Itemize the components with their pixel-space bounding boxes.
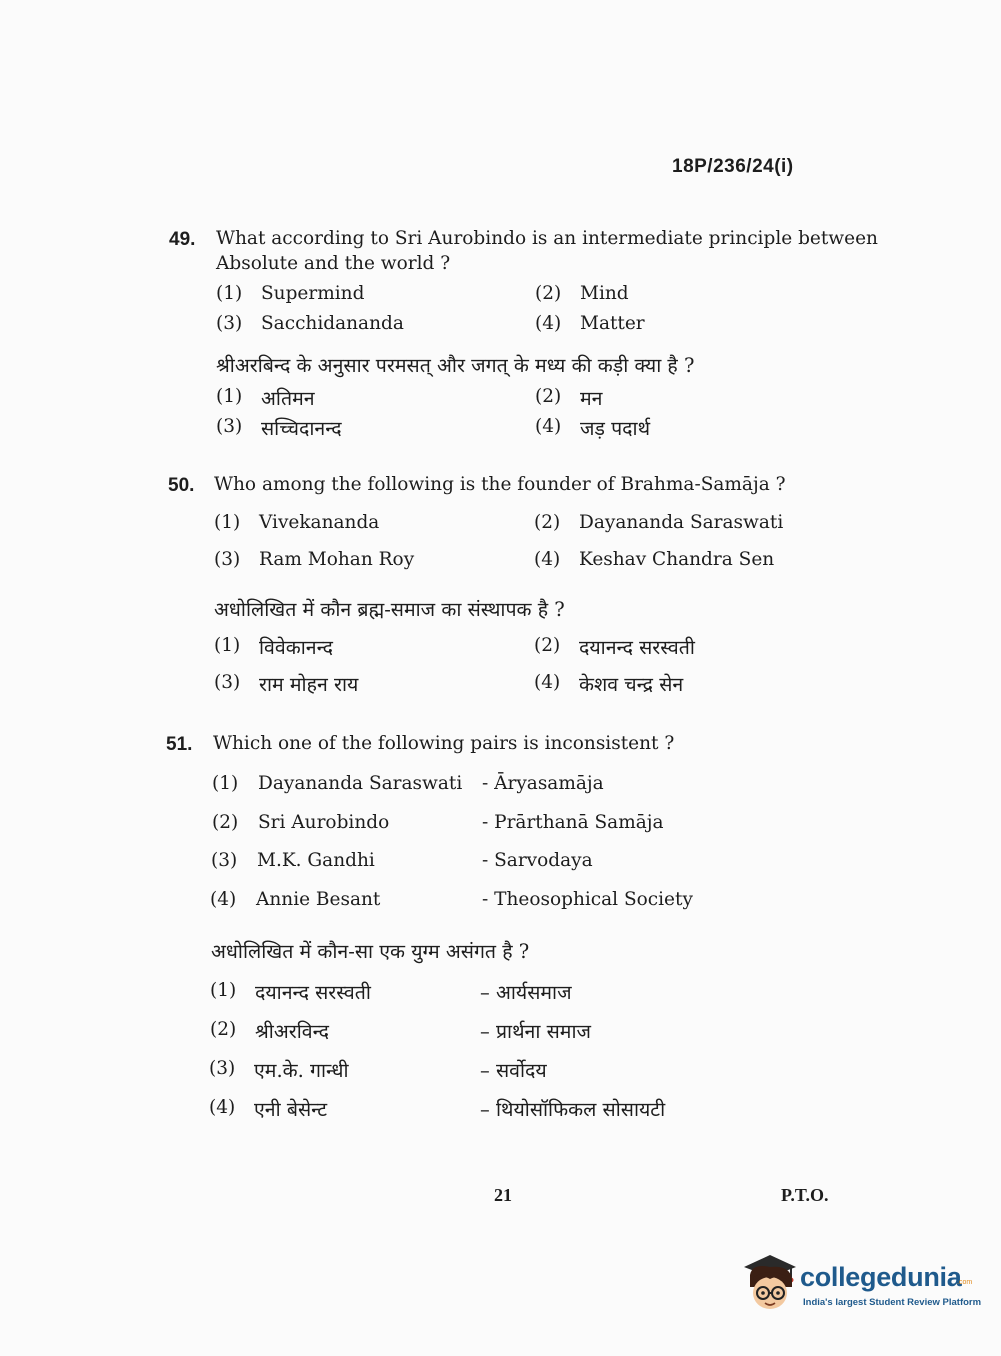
q51-pair-hi-4-number: (4)	[209, 1097, 236, 1118]
q51-pair-hi-4-left: एनी बेसेन्ट	[254, 1098, 328, 1121]
q51-pair-en-4-left: Annie Besant	[256, 889, 381, 910]
q51-pair-hi-1-number: (1)	[210, 980, 237, 1001]
q50-option-en-3-number: (3)	[214, 549, 241, 570]
q51-pair-en-1-left: Dayananda Saraswati	[258, 773, 463, 794]
paper-code: 18P/236/24(i)	[672, 156, 794, 177]
question-49-text-hi: श्रीअरबिन्द के अनुसार परमसत् और जगत् के मध्य की कड़ी क्या है ?	[216, 354, 695, 377]
q49-option-en-1: Supermind	[261, 283, 365, 304]
q50-option-en-2-number: (2)	[534, 512, 561, 533]
question-49-text-en-line2: Absolute and the world ?	[216, 253, 451, 274]
collegedunia-brand-name: collegedunia	[800, 1262, 962, 1292]
q49-option-en-2: Mind	[580, 283, 629, 304]
q51-pair-hi-2-left: श्रीअरविन्द	[255, 1020, 330, 1043]
q49-option-hi-1-number: (1)	[216, 386, 243, 407]
q51-pair-en-4-number: (4)	[210, 889, 237, 910]
question-number-49: 49.	[169, 229, 196, 250]
q49-option-en-2-number: (2)	[535, 283, 562, 304]
q51-pair-en-4-right: - Theosophical Society	[482, 889, 693, 910]
q49-option-hi-4: जड़ पदार्थ	[580, 417, 651, 440]
q49-option-en-3: Sacchidananda	[261, 313, 404, 334]
q51-pair-en-2-number: (2)	[212, 812, 239, 833]
q51-pair-en-3-number: (3)	[211, 850, 238, 871]
q51-pair-hi-1-left: दयानन्द सरस्वती	[255, 981, 371, 1004]
q50-option-hi-4: केशव चन्द्र सेन	[579, 673, 684, 696]
q50-option-hi-3-number: (3)	[214, 672, 241, 693]
q49-option-hi-2: मन	[580, 387, 603, 410]
q50-option-en-3: Ram Mohan Roy	[259, 549, 415, 570]
q50-option-hi-3: राम मोहन राय	[259, 673, 359, 696]
q51-pair-hi-2-right: – प्रार्थना समाज	[480, 1020, 591, 1043]
q49-option-hi-3-number: (3)	[216, 416, 243, 437]
q51-pair-hi-3-number: (3)	[209, 1058, 236, 1079]
q49-option-en-4: Matter	[580, 313, 645, 334]
q51-pair-hi-3-left: एम.के. गान्धी	[254, 1059, 349, 1082]
q49-option-en-1-number: (1)	[216, 283, 243, 304]
q49-option-en-3-number: (3)	[216, 313, 243, 334]
question-51-text-en: Which one of the following pairs is inconsistent ?	[213, 733, 675, 754]
question-50-text-en: Who among the following is the founder of Brahma-Samāja ?	[214, 474, 786, 495]
q51-pair-en-3-left: M.K. Gandhi	[257, 850, 375, 871]
question-number-50: 50.	[168, 475, 195, 496]
question-50-text-hi: अधोलिखित में कौन ब्रह्म-समाज का संस्थापक है ?	[214, 598, 565, 621]
q49-option-hi-1: अतिमन	[261, 387, 315, 410]
question-51-text-hi: अधोलिखित में कौन-सा एक युग्म असंगत है ?	[211, 940, 530, 963]
collegedunia-mascot-logo	[740, 1253, 800, 1313]
q49-option-en-4-number: (4)	[535, 313, 562, 334]
question-number-51: 51.	[166, 734, 193, 755]
q50-option-hi-2: दयानन्द सरस्वती	[579, 636, 695, 659]
q50-option-hi-4-number: (4)	[534, 672, 561, 693]
q50-option-en-2: Dayananda Saraswati	[579, 512, 784, 533]
q51-pair-hi-2-number: (2)	[210, 1019, 237, 1040]
q50-option-en-4-number: (4)	[534, 549, 561, 570]
q51-pair-en-2-left: Sri Aurobindo	[258, 812, 390, 833]
q49-option-hi-4-number: (4)	[535, 416, 562, 437]
q51-pair-en-3-right: - Sarvodaya	[482, 850, 593, 871]
q50-option-en-1: Vivekananda	[259, 512, 380, 533]
q50-option-hi-2-number: (2)	[534, 635, 561, 656]
q50-option-hi-1-number: (1)	[214, 635, 241, 656]
page-number: 21	[494, 1185, 512, 1205]
q51-pair-hi-1-right: – आर्यसमाज	[480, 981, 572, 1004]
q49-option-hi-2-number: (2)	[535, 386, 562, 407]
collegedunia-tagline: India's largest Student Review Platform	[803, 1297, 982, 1308]
q49-option-hi-3: सच्चिदानन्द	[261, 417, 342, 440]
q51-pair-en-2-right: - Prārthanā Samāja	[482, 812, 664, 833]
pto-label: P.T.O.	[781, 1185, 829, 1205]
q50-option-en-1-number: (1)	[214, 512, 241, 533]
q50-option-en-4: Keshav Chandra Sen	[579, 549, 775, 570]
q51-pair-en-1-right: - Āryasamāja	[482, 773, 604, 794]
q50-option-hi-1: विवेकानन्द	[259, 636, 333, 659]
collegedunia-domain: .com	[957, 1279, 973, 1286]
q51-pair-hi-4-right: – थियोसॉफिकल सोसायटी	[480, 1098, 666, 1121]
q51-pair-en-1-number: (1)	[212, 773, 239, 794]
question-49-text-en-line1: What according to Sri Aurobindo is an intermediate principle between	[216, 228, 878, 249]
q51-pair-hi-3-right: – सर्वोदय	[480, 1059, 547, 1082]
